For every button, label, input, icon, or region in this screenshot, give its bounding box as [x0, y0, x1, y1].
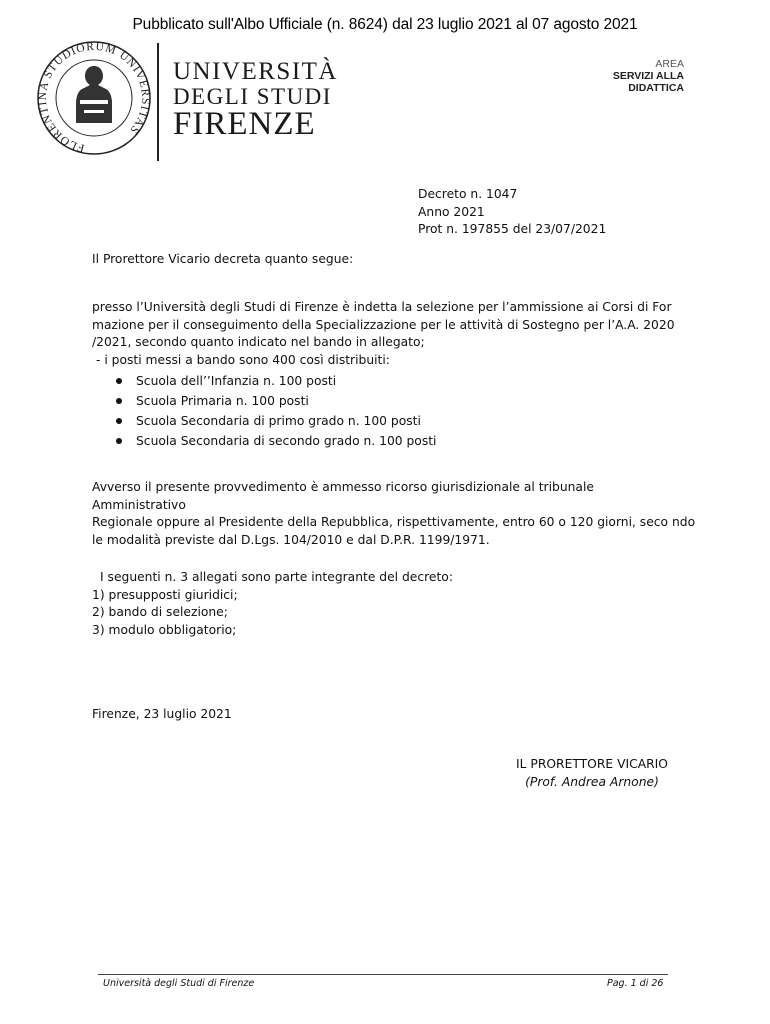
footer-divider: [98, 974, 668, 975]
appeal-line3: Regionale oppure al Presidente della Repubblica, rispettivamente, entro 60 o 120 giorni, seco ndo le modalità previste dal D.Lgs. 104/2010 e dal D.P.R. 1199/1971.: [92, 515, 696, 547]
footer-page-number: Pag. 1 di 26: [607, 978, 664, 989]
signature-block: [497, 755, 687, 791]
area-line1: AREA: [655, 58, 684, 70]
appeal-paragraph: [92, 479, 702, 549]
decree-number: Decreto n. 1047: [418, 187, 518, 201]
place-date: Firenze, 23 luglio 2021: [92, 707, 232, 721]
decree-protocol: Prot n. 197855 del 23/07/2021: [418, 222, 607, 236]
area-line3: DIDATTICA: [628, 82, 684, 94]
logo-divider: [157, 43, 159, 161]
signature-title: IL PRORETTORE VICARIO: [516, 757, 668, 771]
university-seal-logo: [36, 40, 152, 156]
area-line2: SERVIZI ALLA: [612, 70, 684, 82]
decree-reference: [418, 186, 606, 239]
list-item: 1) presupposti giuridici;: [92, 587, 238, 602]
appeal-line1: Avverso il presente provvedimento è ammesso ricorso giurisdizionale al tribunale: [92, 480, 594, 494]
university-name-line2: DEGLI STUDI: [173, 84, 332, 109]
list-item: Scuola Secondaria di secondo grado n. 100 posti: [112, 431, 436, 451]
decree-intro: Il Prorettore Vicario decreta quanto segue:: [92, 252, 354, 266]
attachments-section: [92, 569, 453, 639]
list-item: Scuola dell’’Infanzia n. 100 posti: [112, 371, 436, 391]
posts-intro: - i posti messi a bando sono 400 così distribuiti:: [96, 353, 390, 367]
list-item: Scuola Secondaria di primo grado n. 100 posti: [112, 411, 436, 431]
list-item: 3) modulo obbligatorio;: [92, 622, 237, 637]
signature-name: (Prof. Andrea Arnone): [525, 775, 659, 789]
selection-paragraph: presso l’Università degli Studi di Firenze è indetta la selezione per l’ammissione ai Corsi di For mazione per il conseguimento della Specializzazione per le attività di Sostegno per l’A.A. 2020 /2021, secondo quanto indicato nel bando in allegato;: [92, 300, 675, 349]
university-name-line3: FIRENZE: [173, 106, 316, 142]
area-label: [613, 58, 684, 94]
decree-year: Anno 2021: [418, 204, 485, 219]
appeal-line2: Amministrativo: [92, 497, 186, 512]
publication-notice: Pubblicato sull'Albo Ufficiale (n. 8624) dal 23 luglio 2021 al 07 agosto 2021: [132, 16, 638, 33]
seal-text: FLORENTINA STUDIORUM UNIVERSITAS: [36, 40, 152, 154]
list-item: Scuola Primaria n. 100 posti: [112, 391, 436, 411]
posts-list: [112, 371, 436, 451]
footer-university: Università degli Studi di Firenze: [103, 978, 255, 989]
university-name-line1: UNIVERSITÀ: [173, 58, 338, 85]
list-item: 2) bando di selezione;: [92, 605, 228, 619]
attachments-intro: I seguenti n. 3 allegati sono parte integrante del decreto:: [100, 570, 453, 584]
